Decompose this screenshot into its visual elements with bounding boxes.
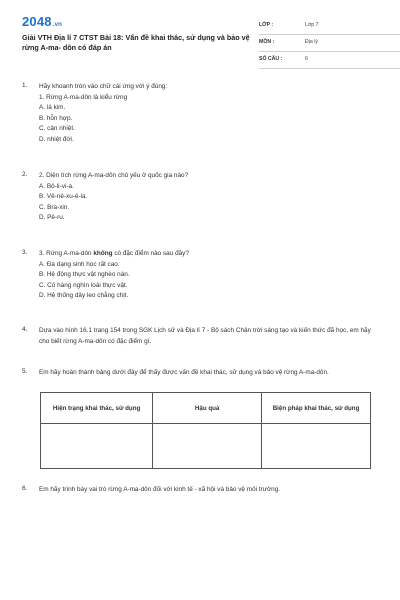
stem-prefix: 3. Rừng A-ma-dôn (39, 250, 94, 257)
table-cell-consequences[interactable] (153, 424, 262, 469)
question-stem (39, 249, 379, 260)
question-stem: 2. Diện tích rừng A-ma-dôn chủ yếu ở quốc gia nào? (39, 172, 189, 179)
option-c: C. cận nhiệt. (39, 125, 75, 132)
question-number: 4. (22, 326, 28, 333)
option-b: B. Vê-nê-xu-ê-la. (39, 193, 88, 200)
question-number: 2. (22, 171, 28, 178)
meta-value-count: 6 (305, 56, 308, 62)
meta-label-subject: MÔN : (259, 39, 275, 45)
option-c: C. Có hàng nghìn loài thực vật. (39, 281, 128, 289)
question-body (39, 326, 379, 347)
option-c: C. Bra-xin. (39, 203, 70, 211)
site-logo[interactable] (22, 14, 62, 29)
question-text: Em hãy trình bày vai trò rừng A-ma-dôn đối với kinh tế - xã hội và bảo vệ môi trường. (39, 486, 281, 493)
meta-label-count: SỐ CÂU : (259, 56, 283, 62)
logo-text: 2048 (22, 14, 52, 29)
option-b: B. Hệ động thực vật nghèo nàn. (39, 271, 130, 278)
meta-row-grade (259, 18, 400, 35)
stem-suffix: có đặc điểm nào sau đây? (112, 250, 189, 257)
stem-bold: không (93, 250, 113, 257)
question-body (39, 82, 379, 145)
question-number: 3. (22, 249, 28, 256)
table-header-row (41, 393, 371, 424)
table-cell-current-state[interactable] (41, 424, 153, 469)
question-body (39, 368, 379, 379)
question-body (39, 485, 379, 496)
meta-box (259, 18, 400, 69)
question-stem: 1. Rừng A-ma-dôn là kiểu rừng (39, 93, 128, 101)
table-cell-measures[interactable] (262, 424, 371, 469)
page-title: Giải VTH Địa lí 7 CTST Bài 18: Vấn đề khai thác, sử dụng và bảo vệ rừng A-ma- dôn có đáp án (22, 33, 250, 52)
logo-suffix: .vn (52, 22, 63, 28)
option-d: D. Pê-ru. (39, 214, 65, 221)
option-a: A. Bô-li-vi-a. (39, 182, 74, 190)
answer-table (40, 392, 371, 469)
meta-value-subject: Địa lý (305, 39, 318, 45)
table-header-measures: Biện pháp khai thác, sử dụng (262, 393, 371, 424)
question-number: 1. (22, 82, 28, 89)
option-a: A. Đa dạng sinh học rất cao. (39, 260, 120, 268)
meta-row-count (259, 52, 400, 69)
option-d: D. Hệ thống dây leo chằng chịt. (39, 292, 129, 299)
table-row (41, 424, 371, 469)
question-instruction: Hãy khoanh tròn vào chữ cái ứng với ý đúng: (39, 83, 168, 90)
question-number: 5. (22, 368, 28, 375)
meta-value-grade: Lớp 7 (305, 22, 319, 28)
table-header-consequences: Hậu quả (153, 393, 262, 424)
question-number: 6. (22, 485, 28, 492)
question-body (39, 171, 379, 224)
option-d: D. nhiệt đới. (39, 135, 74, 143)
table-header-current-state: Hiện trạng khai thác, sử dụng (41, 393, 153, 424)
option-b: B. hỗn hợp. (39, 114, 73, 122)
question-text: Dựa vào hình 16.1 trang 154 trong SGK Lịch sử và Địa lí 7 - Bộ sách Chân trời sáng tạo và kiến thức đã học, em hãy cho biết rừng A-ma-dôn có đặc điểm gì. (39, 327, 371, 345)
question-text: Em hãy hoàn thành bảng dưới đây để thấy được vấn đề khai thác, sử dụng và bảo vệ rừng A-ma-dôn. (39, 369, 329, 376)
question-body (39, 249, 379, 302)
meta-row-subject (259, 35, 400, 52)
option-a: A. lá kim. (39, 104, 66, 111)
meta-label-grade: LỚP : (259, 22, 274, 28)
header (22, 14, 382, 74)
